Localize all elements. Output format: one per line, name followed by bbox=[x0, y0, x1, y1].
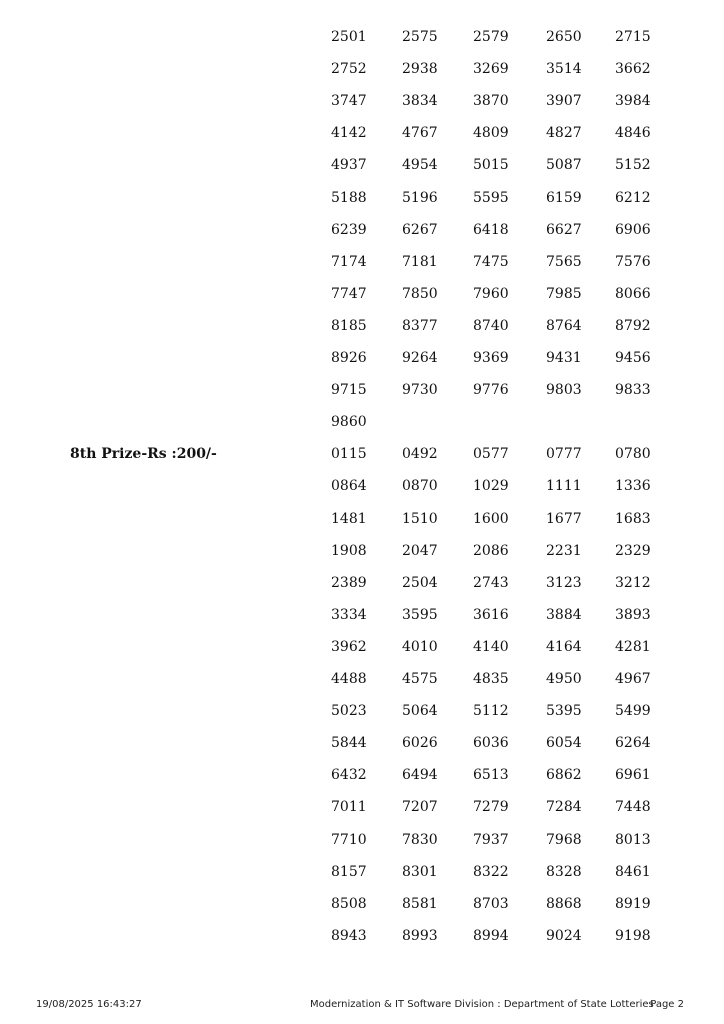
ticket-number: 4281 bbox=[615, 638, 651, 655]
ticket-number: 8703 bbox=[473, 895, 509, 912]
ticket-number: 3616 bbox=[473, 606, 509, 623]
ticket-number: 6264 bbox=[615, 735, 651, 752]
ticket-number: 5087 bbox=[546, 157, 582, 174]
ticket-number: 1600 bbox=[473, 510, 509, 527]
ticket-number: 2504 bbox=[402, 574, 438, 591]
ticket-number: 4488 bbox=[331, 671, 367, 687]
ticket-number: 5015 bbox=[473, 157, 509, 174]
table-row bbox=[0, 669, 724, 689]
ticket-number: 3834 bbox=[402, 93, 438, 110]
ticket-number: 6418 bbox=[473, 221, 509, 238]
ticket-number: 9431 bbox=[546, 350, 582, 366]
ticket-number: 3334 bbox=[331, 606, 367, 623]
table-row bbox=[0, 316, 724, 336]
ticket-number: 9776 bbox=[473, 382, 509, 399]
ticket-number: 3662 bbox=[615, 61, 651, 78]
ticket-number: 2086 bbox=[473, 542, 509, 559]
ticket-number: 1677 bbox=[546, 510, 582, 527]
ticket-number: 5023 bbox=[331, 703, 367, 720]
table-row bbox=[0, 926, 724, 946]
ticket-number: 8792 bbox=[615, 317, 651, 334]
prize-label: 8th Prize-Rs :200/- bbox=[70, 446, 217, 463]
ticket-number: 7181 bbox=[402, 253, 438, 270]
ticket-number: 6239 bbox=[331, 221, 367, 238]
ticket-number: 8764 bbox=[546, 317, 582, 334]
ticket-number: 9833 bbox=[615, 382, 651, 399]
ticket-number: 1336 bbox=[615, 478, 651, 495]
ticket-number: 7968 bbox=[546, 831, 582, 848]
ticket-number: 7475 bbox=[473, 253, 509, 270]
ticket-number: 3269 bbox=[473, 61, 509, 78]
ticket-number: 7448 bbox=[615, 799, 651, 816]
ticket-number: 7747 bbox=[331, 285, 367, 302]
ticket-number: 3212 bbox=[615, 574, 651, 591]
ticket-number: 1510 bbox=[402, 510, 438, 527]
ticket-number: 9456 bbox=[615, 350, 651, 366]
ticket-number: 8157 bbox=[331, 863, 367, 880]
ticket-number: 9730 bbox=[402, 382, 438, 399]
table-row bbox=[0, 476, 724, 496]
ticket-number: 0577 bbox=[473, 446, 509, 463]
ticket-number: 8185 bbox=[331, 317, 367, 334]
ticket-number: 9198 bbox=[615, 927, 651, 944]
ticket-number: 8994 bbox=[473, 927, 509, 944]
ticket-number: 4767 bbox=[402, 125, 438, 142]
ticket-number: 3123 bbox=[546, 574, 582, 591]
table-row bbox=[0, 894, 724, 914]
ticket-number: 8301 bbox=[402, 863, 438, 880]
ticket-number: 3595 bbox=[402, 606, 438, 623]
ticket-number: 8066 bbox=[615, 285, 651, 302]
ticket-number: 2752 bbox=[331, 61, 367, 78]
ticket-number: 7937 bbox=[473, 831, 509, 848]
ticket-number: 2579 bbox=[473, 29, 509, 45]
ticket-number: 8919 bbox=[615, 895, 651, 912]
ticket-number: 4010 bbox=[402, 638, 438, 655]
ticket-number: 7279 bbox=[473, 799, 509, 816]
ticket-number: 5196 bbox=[402, 189, 438, 206]
ticket-number: 7960 bbox=[473, 285, 509, 302]
ticket-number: 7284 bbox=[546, 799, 582, 816]
ticket-number: 3984 bbox=[615, 93, 651, 110]
ticket-number: 3907 bbox=[546, 93, 582, 110]
table-row bbox=[0, 123, 724, 143]
ticket-number: 0777 bbox=[546, 446, 582, 463]
ticket-number: 6862 bbox=[546, 767, 582, 784]
ticket-number: 1683 bbox=[615, 510, 651, 527]
ticket-number: 5499 bbox=[615, 703, 651, 720]
ticket-number: 7565 bbox=[546, 253, 582, 270]
ticket-number: 2329 bbox=[615, 542, 651, 559]
table-row bbox=[0, 444, 724, 464]
ticket-number: 5844 bbox=[331, 735, 367, 752]
ticket-number: 9264 bbox=[402, 350, 438, 366]
table-row bbox=[0, 91, 724, 111]
ticket-number: 4846 bbox=[615, 125, 651, 142]
ticket-number: 0864 bbox=[331, 478, 367, 495]
ticket-number: 6036 bbox=[473, 735, 509, 752]
table-row bbox=[0, 862, 724, 882]
ticket-number: 7207 bbox=[402, 799, 438, 816]
ticket-number: 2231 bbox=[546, 542, 582, 559]
ticket-number: 4140 bbox=[473, 638, 509, 655]
ticket-number: 9860 bbox=[331, 414, 367, 431]
ticket-number: 3514 bbox=[546, 61, 582, 78]
ticket-number: 3870 bbox=[473, 93, 509, 110]
ticket-number: 4827 bbox=[546, 125, 582, 142]
ticket-number: 8461 bbox=[615, 863, 651, 880]
footer-division: Modernization & IT Software Division : Department of State Lotteries bbox=[310, 999, 654, 1010]
table-row bbox=[0, 830, 724, 850]
ticket-number: 6054 bbox=[546, 735, 582, 752]
ticket-number: 6159 bbox=[546, 189, 582, 206]
table-row bbox=[0, 380, 724, 400]
ticket-number: 7011 bbox=[331, 799, 367, 816]
ticket-number: 8013 bbox=[615, 831, 651, 848]
ticket-number: 2047 bbox=[402, 542, 438, 559]
ticket-number: 6267 bbox=[402, 221, 438, 238]
ticket-number: 5595 bbox=[473, 189, 509, 206]
ticket-number: 2938 bbox=[402, 61, 438, 78]
ticket-number: 7830 bbox=[402, 831, 438, 848]
ticket-number: 8993 bbox=[402, 927, 438, 944]
ticket-number: 0115 bbox=[331, 446, 367, 463]
ticket-number: 2650 bbox=[546, 29, 582, 45]
ticket-number: 1481 bbox=[331, 510, 367, 527]
ticket-number: 4954 bbox=[402, 157, 438, 174]
ticket-number: 5395 bbox=[546, 703, 582, 720]
ticket-number: 2389 bbox=[331, 574, 367, 591]
ticket-number: 6494 bbox=[402, 767, 438, 784]
ticket-number: 7174 bbox=[331, 253, 367, 270]
table-row bbox=[0, 27, 724, 47]
ticket-number: 6212 bbox=[615, 189, 651, 206]
table-row bbox=[0, 220, 724, 240]
table-row bbox=[0, 701, 724, 721]
ticket-number: 4835 bbox=[473, 671, 509, 687]
table-row bbox=[0, 733, 724, 753]
ticket-number: 4950 bbox=[546, 671, 582, 687]
ticket-number: 8926 bbox=[331, 350, 367, 366]
table-row bbox=[0, 605, 724, 625]
ticket-number: 9803 bbox=[546, 382, 582, 399]
table-row bbox=[0, 188, 724, 208]
table-row bbox=[0, 252, 724, 272]
table-row bbox=[0, 637, 724, 657]
ticket-number: 7985 bbox=[546, 285, 582, 302]
ticket-number: 8740 bbox=[473, 317, 509, 334]
ticket-number: 1029 bbox=[473, 478, 509, 495]
table-row bbox=[0, 797, 724, 817]
ticket-number: 8581 bbox=[402, 895, 438, 912]
ticket-number: 5064 bbox=[402, 703, 438, 720]
ticket-number: 7710 bbox=[331, 831, 367, 848]
table-row bbox=[0, 509, 724, 529]
ticket-number: 8377 bbox=[402, 317, 438, 334]
ticket-number: 6961 bbox=[615, 767, 651, 784]
ticket-number: 6026 bbox=[402, 735, 438, 752]
ticket-number: 2715 bbox=[615, 29, 651, 45]
ticket-number: 5188 bbox=[331, 189, 367, 206]
ticket-number: 4967 bbox=[615, 671, 651, 687]
table-row bbox=[0, 59, 724, 79]
ticket-number: 3962 bbox=[331, 638, 367, 655]
ticket-number: 5152 bbox=[615, 157, 651, 174]
ticket-number: 9715 bbox=[331, 382, 367, 399]
ticket-number: 2501 bbox=[331, 29, 367, 45]
ticket-number: 0492 bbox=[402, 446, 438, 463]
ticket-number: 8943 bbox=[331, 927, 367, 944]
ticket-number: 7850 bbox=[402, 285, 438, 302]
ticket-number: 4809 bbox=[473, 125, 509, 142]
table-row bbox=[0, 412, 724, 432]
ticket-number: 6627 bbox=[546, 221, 582, 238]
ticket-number: 4575 bbox=[402, 671, 438, 687]
ticket-number: 3893 bbox=[615, 606, 651, 623]
ticket-number: 1908 bbox=[331, 542, 367, 559]
ticket-number: 4937 bbox=[331, 157, 367, 174]
table-row bbox=[0, 284, 724, 304]
ticket-number: 1111 bbox=[546, 478, 582, 495]
ticket-number: 9369 bbox=[473, 350, 509, 366]
ticket-number: 6432 bbox=[331, 767, 367, 784]
ticket-number: 6906 bbox=[615, 221, 651, 238]
ticket-number: 4164 bbox=[546, 638, 582, 655]
ticket-number: 5112 bbox=[473, 703, 509, 720]
table-row bbox=[0, 573, 724, 593]
ticket-number: 8508 bbox=[331, 895, 367, 912]
table-row bbox=[0, 348, 724, 368]
ticket-number: 4142 bbox=[331, 125, 367, 142]
ticket-number: 2575 bbox=[402, 29, 438, 45]
ticket-number: 3747 bbox=[331, 93, 367, 110]
footer-timestamp: 19/08/2025 16:43:27 bbox=[36, 999, 142, 1010]
ticket-number: 3884 bbox=[546, 606, 582, 623]
ticket-number: 7576 bbox=[615, 253, 651, 270]
ticket-number: 6513 bbox=[473, 767, 509, 784]
ticket-number: 0780 bbox=[615, 446, 651, 463]
table-row bbox=[0, 765, 724, 785]
ticket-number: 8328 bbox=[546, 863, 582, 880]
table-row bbox=[0, 541, 724, 561]
ticket-number: 8868 bbox=[546, 895, 582, 912]
ticket-number: 0870 bbox=[402, 478, 438, 495]
ticket-number: 8322 bbox=[473, 863, 509, 880]
ticket-number: 2743 bbox=[473, 574, 509, 591]
footer-page-number: Page 2 bbox=[650, 999, 684, 1010]
ticket-number: 9024 bbox=[546, 927, 582, 944]
table-row bbox=[0, 155, 724, 175]
